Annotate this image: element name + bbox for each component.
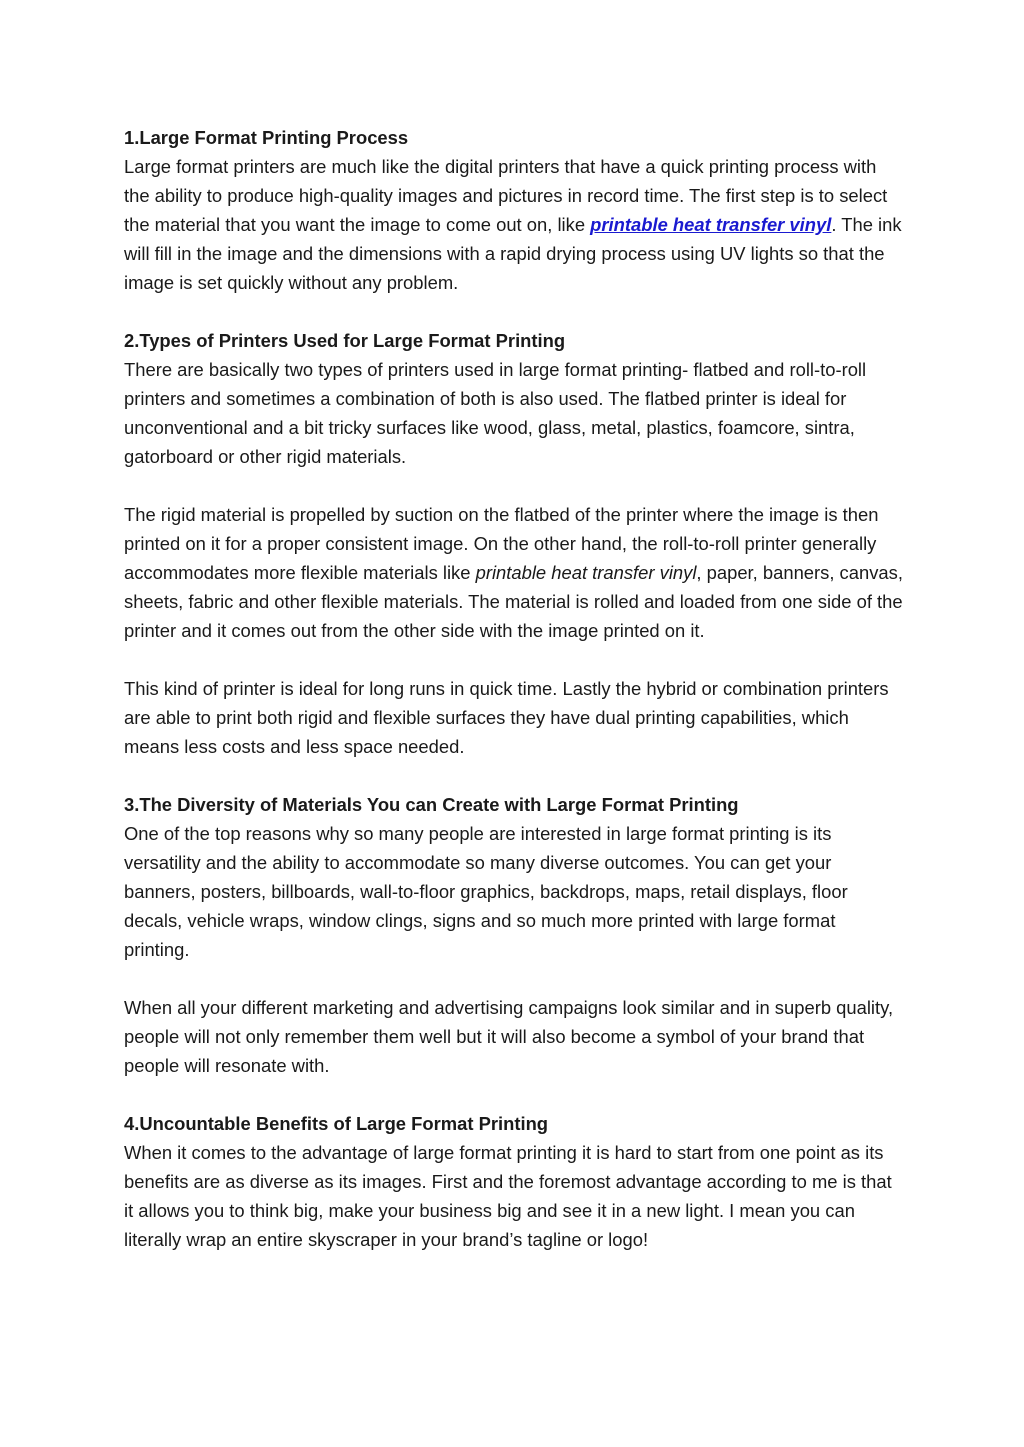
paragraph-text: . The ink will fill in the image and the dimensions with a rapid drying process using UV lights so that the image is set quickly without any problem.	[124, 214, 902, 293]
section-types-of-printers	[124, 326, 904, 761]
section-paragraph	[124, 500, 904, 645]
section-heading: 4.Uncountable Benefits of Large Format Printing	[124, 1113, 549, 1134]
section-diversity-of-materials	[124, 790, 904, 1080]
paragraph-text: The rigid material is propelled by suction on the flatbed of the printer where the image is then printed on it for a proper consistent image. On the other hand, the roll-to-roll printer generally accommodates more flexible materials like	[124, 504, 879, 583]
paragraph-text: , paper, banners, canvas, sheets, fabric and other flexible materials. The material is rolled and loaded from one side of the printer and it comes out from the other side with the image printed on it.	[124, 562, 903, 641]
section-paragraph: When it comes to the advantage of large format printing it is hard to start from one point as its benefits are as diverse as its images. First and the foremost advantage according to me is that it allows you to think big, make your business big and see it in a new light. I mean you can literally wrap an entire skyscraper in your brand’s tagline or logo!	[124, 1142, 892, 1250]
section-paragraph: When all your different marketing and advertising campaigns look similar and in superb quality, people will not only remember them well but it will also become a symbol of your brand that people will resonate with.	[124, 997, 894, 1076]
section-heading: 2.Types of Printers Used for Large Format Printing	[124, 330, 566, 351]
section-paragraph	[124, 152, 904, 297]
section-uncountable-benefits	[124, 1109, 904, 1254]
printable-heat-transfer-vinyl-link[interactable]: printable heat transfer vinyl	[590, 214, 832, 235]
section-heading: 3.The Diversity of Materials You can Create with Large Format Printing	[124, 794, 739, 815]
emphasized-text: printable heat transfer vinyl	[475, 562, 697, 583]
section-paragraph: One of the top reasons why so many people are interested in large format printing is its versatility and the ability to accommodate so many diverse outcomes. You can get your banners, posters, billboards, wall-to-floor graphics, backdrops, maps, retail displays, floor decals, vehicle wraps, window clings, signs and so much more printed with large format printing.	[124, 823, 848, 960]
paragraph-text: Large format printers are much like the digital printers that have a quick printing process with the ability to produce high-quality images and pictures in record time. The first step is to select the material that you want the image to come out on, like	[124, 156, 888, 235]
document-page	[124, 123, 904, 1283]
section-paragraph: There are basically two types of printers used in large format printing- flatbed and roll-to-roll printers and sometimes a combination of both is also used. The flatbed printer is ideal for unconventional and a bit tricky surfaces like wood, glass, metal, plastics, foamcore, sintra, gatorboard or other rigid materials.	[124, 359, 867, 467]
section-heading: 1.Large Format Printing Process	[124, 127, 409, 148]
section-paragraph: This kind of printer is ideal for long runs in quick time. Lastly the hybrid or combination printers are able to print both rigid and flexible surfaces they have dual printing capabilities, which means less costs and less space needed.	[124, 678, 889, 757]
section-large-format-printing-process	[124, 123, 904, 297]
